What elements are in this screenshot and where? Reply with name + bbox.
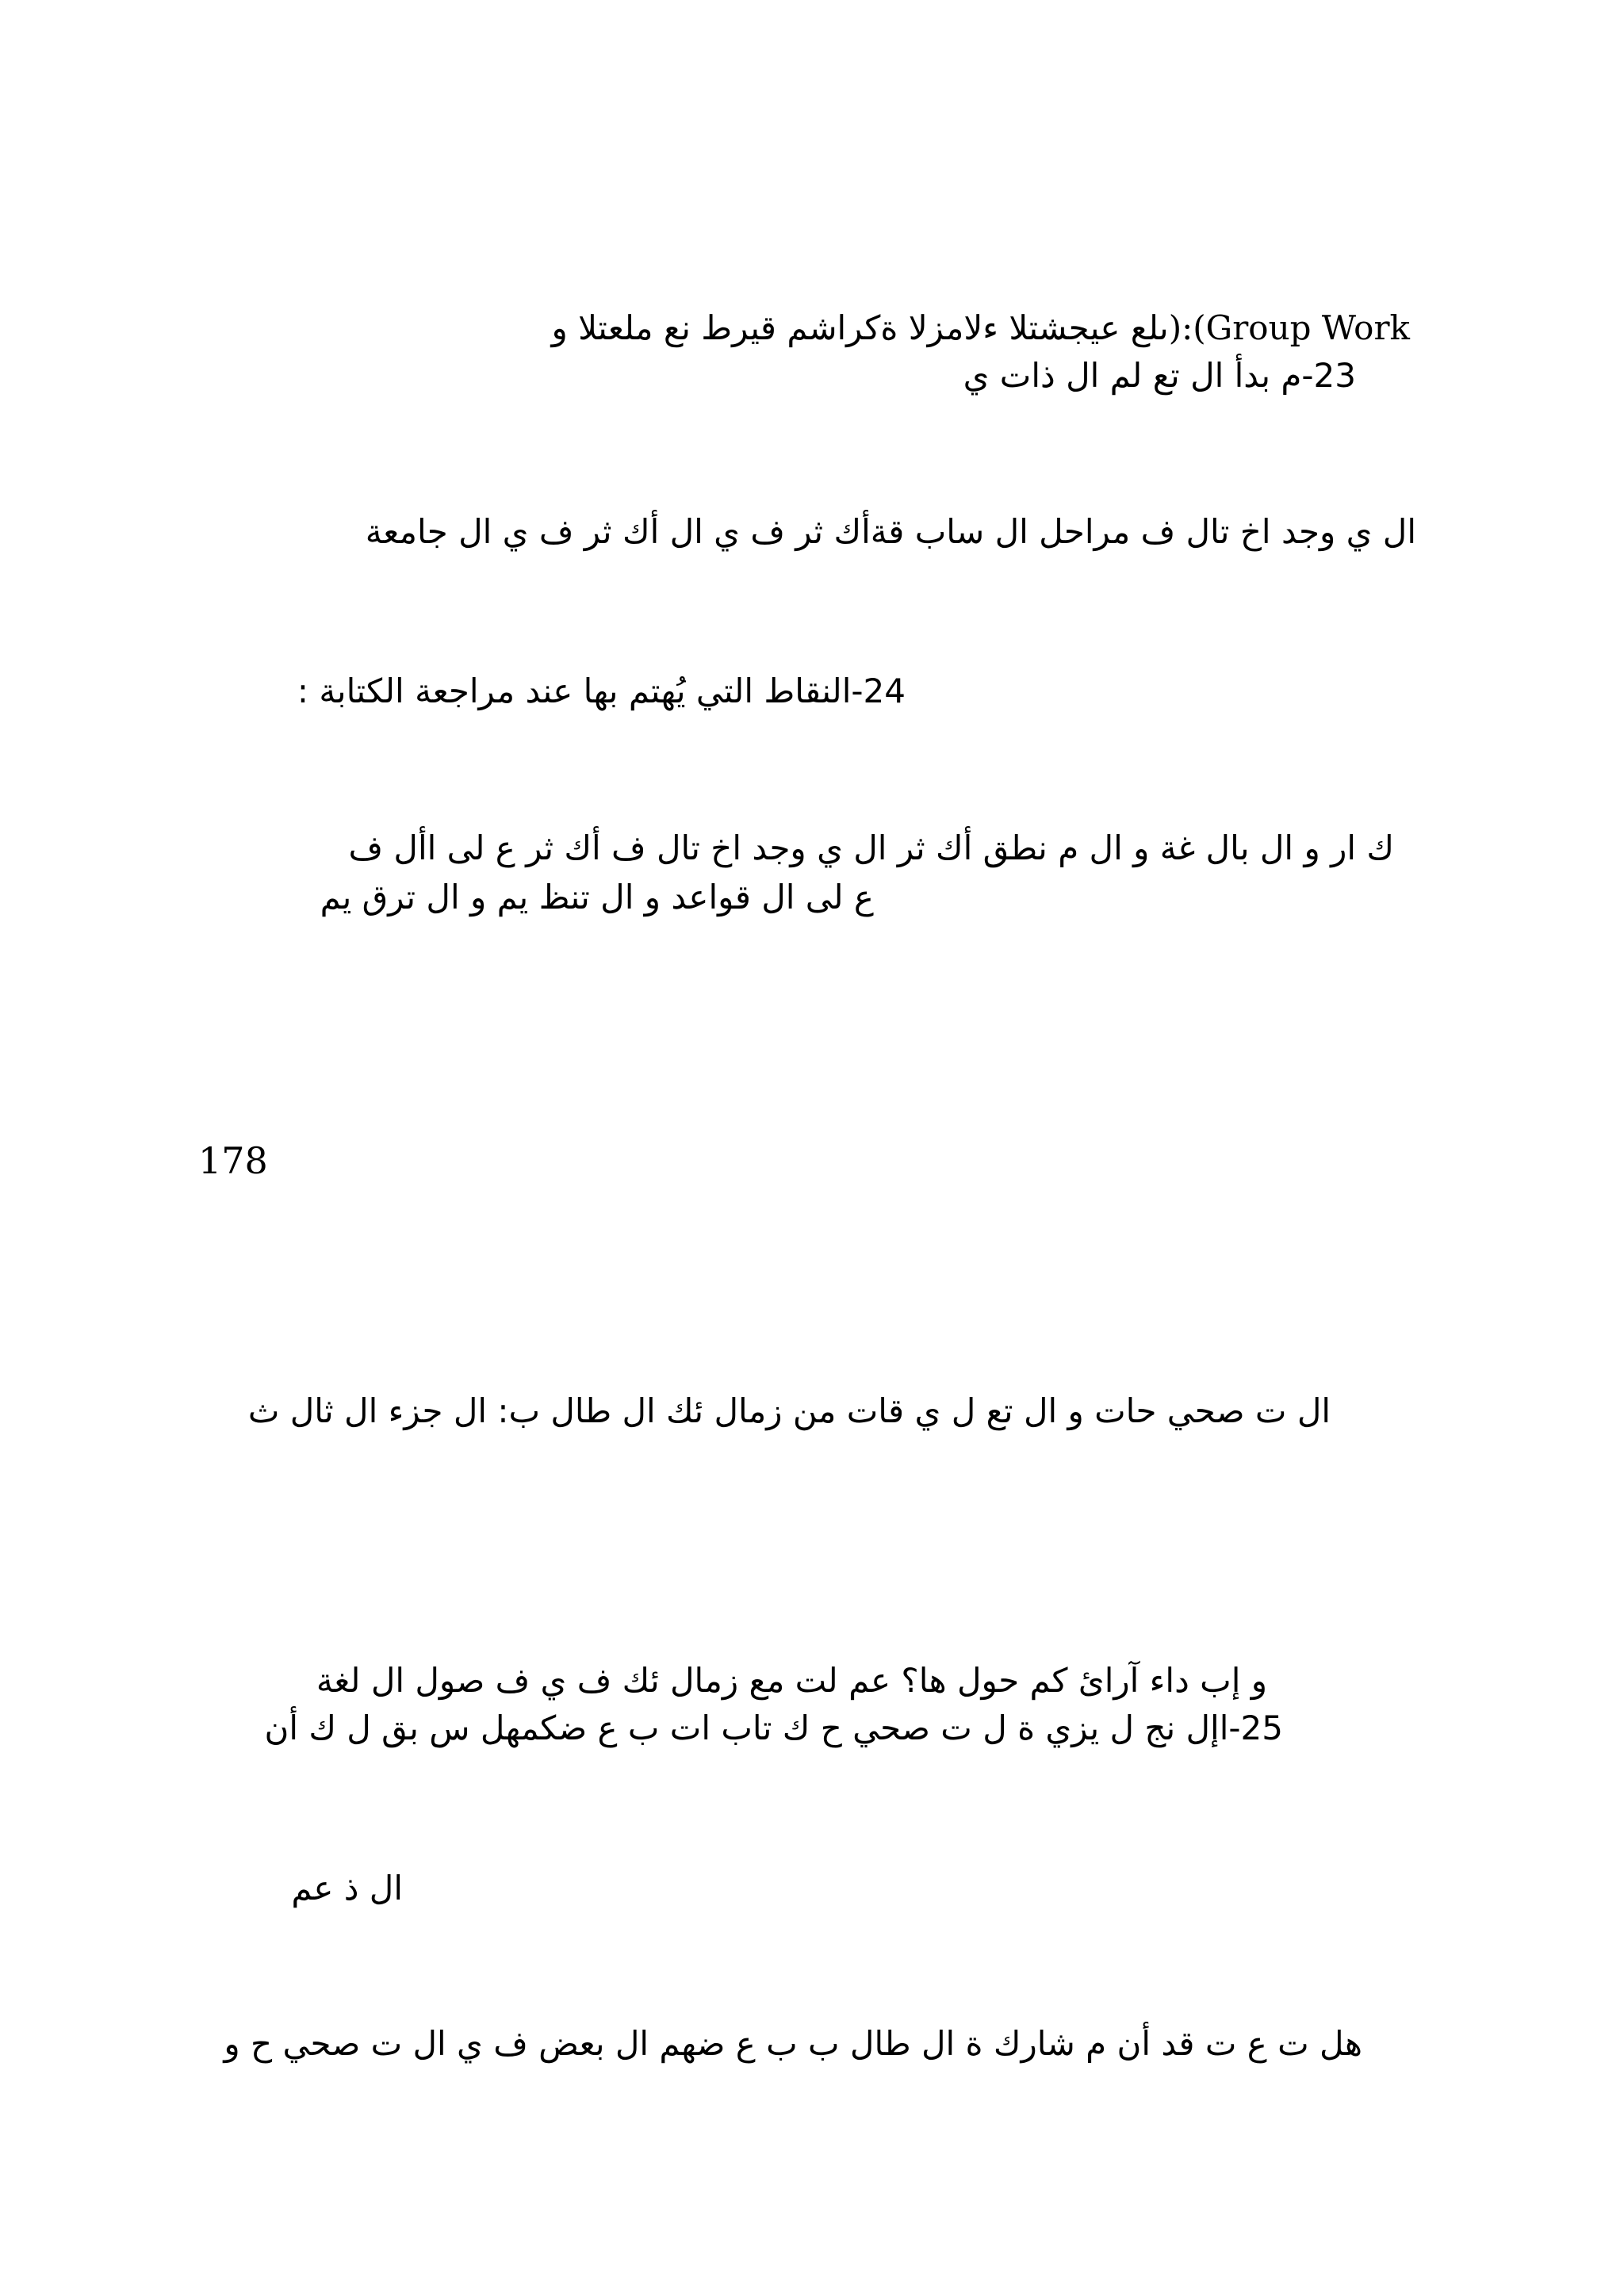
line-university-difference: ال ي وجد اخ تال ف مراحل ال ساب قةأك ثر ف ي ال أك ثر ف ي ال جامعة — [365, 512, 1416, 551]
line-group-work-heading: Group Work):(ىلع عيجشتلا ءلامزلا ةكراشم قيرط نع ملعتلا و — [551, 308, 1410, 347]
line-opinions-english-class: و إب داء آرائ كم حول ها؟ عم لت مع زمال ئك ف ي ف صول ال لغة — [316, 1661, 1267, 1700]
page-number: 178 — [198, 1139, 268, 1182]
line-25-question: 25-اإل نج ل يزي ة ل ت صحي ح ك تاب ات ب ع ضكمهل س بق ل ك أن — [264, 1709, 1283, 1747]
line-23-self-learning: 23-م بدأ ال تع لم ال ذات ي — [963, 356, 1356, 395]
line-grammar-organization: ع لى ال قواعد و ال تنظ يم و ال ترق يم — [320, 878, 874, 916]
line-ideas-rhetoric: ك ار و ال بال غة و ال م نطق أك ثر ال ي وجد اخ تال ف أك ثر ع لى األ ف — [348, 828, 1394, 867]
line-24-review-points: 24-النقاط التي يُهتم بها عند مراجعة الكتابة : — [297, 672, 906, 710]
line-peer-correction-question: هل ت ع ت قد أن م شارك ة ال طال ب ب ع ضهم ال بعض ف ي ال ت صحي ح و — [224, 2024, 1362, 2063]
line-yes-no: ال ذ عم — [291, 1869, 403, 1908]
line-part-three: ال ت صحي حات و ال تع ل ي قات من زمال ئك ال طال ب: ال جزء ال ثال ث — [247, 1391, 1331, 1430]
